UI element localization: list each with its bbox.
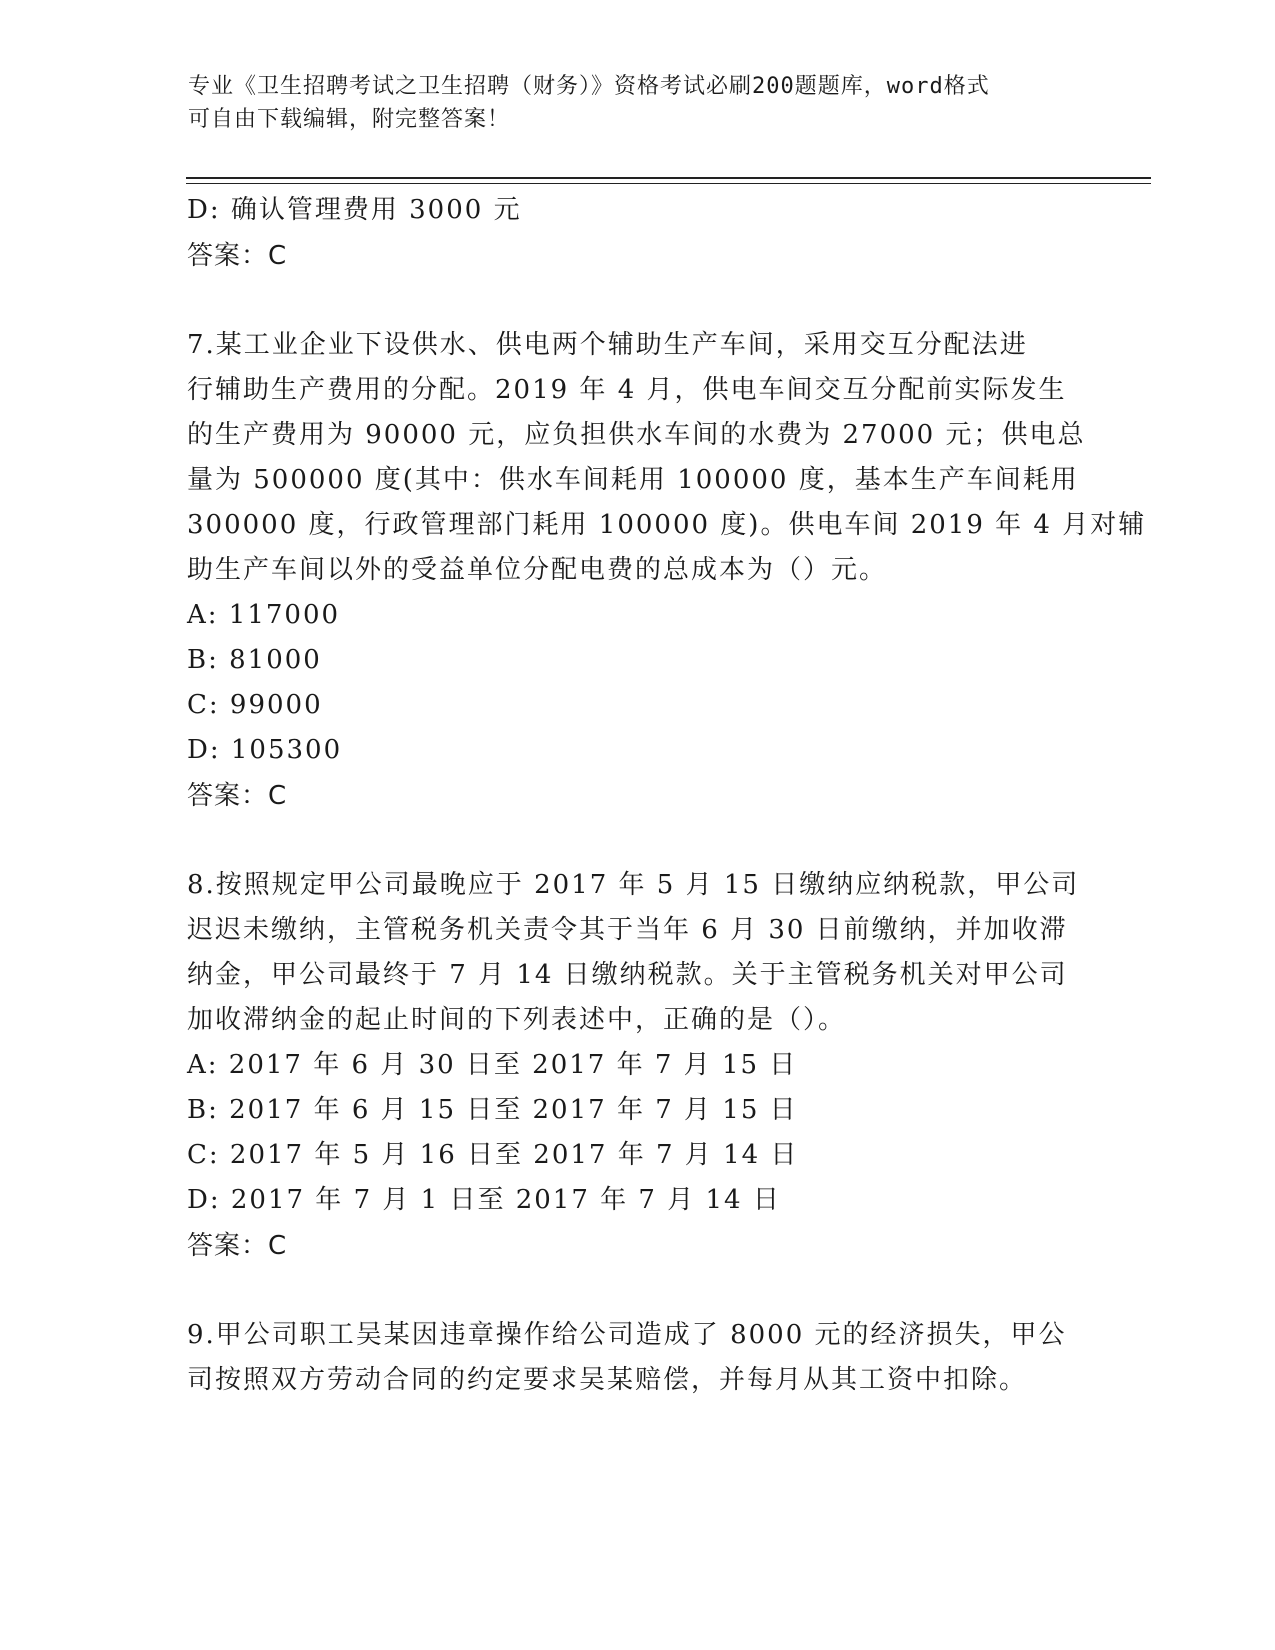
q6-answer: 答案：C [187,241,288,271]
q7-option-c: C: 99000 [187,690,323,720]
q7-stem-line: 的生产费用为 90000 元，应负担供水车间的水费为 27000 元；供电总 [187,420,1086,450]
q8-stem-line: 加收滞纳金的起止时间的下列表述中，正确的是（）。 [187,1005,847,1035]
header-divider-thick [186,177,1151,179]
q7-stem-line: 300000 度，行政管理部门耗用 100000 度)。供电车间 2019 年 4 月对辅 [187,510,1147,540]
q6-option-d: D: 确认管理费用 3000 元 [187,195,522,225]
q7-stem-line: 助生产车间以外的受益单位分配电费的总成本为（）元。 [187,555,888,585]
q7-option-a: A: 117000 [187,600,341,630]
q7-stem-line: 量为 500000 度(其中：供水车间耗用 100000 度，基本生产车间耗用 [187,465,1079,495]
q7-stem-line: 7.某工业企业下设供水、供电两个辅助生产车间，采用交互分配法进 [187,330,1028,360]
q7-option-b: B: 81000 [187,645,322,675]
q8-option-c: C: 2017 年 5 月 16 日至 2017 年 7 月 14 日 [187,1140,799,1170]
q8-stem-line: 纳金，甲公司最终于 7 月 14 日缴纳税款。关于主管税务机关对甲公司 [187,960,1068,990]
header-title-line-1: 专业《卫生招聘考试之卫生招聘（财务）》资格考试必刷200题题库，word格式 [188,74,990,99]
q8-stem-line: 迟迟未缴纳，主管税务机关责令其于当年 6 月 30 日前缴纳，并加收滞 [187,915,1068,945]
header-title-line-2: 可自由下载编辑，附完整答案！ [188,107,511,132]
q7-option-d: D: 105300 [187,735,343,765]
q8-answer: 答案：C [187,1231,288,1261]
q8-stem-line: 8.按照规定甲公司最晚应于 2017 年 5 月 15 日缴纳应纳税款，甲公司 [187,870,1080,900]
q8-option-a: A: 2017 年 6 月 30 日至 2017 年 7 月 15 日 [187,1050,798,1080]
q8-option-d: D: 2017 年 7 月 1 日至 2017 年 7 月 14 日 [187,1185,781,1215]
q7-stem-line: 行辅助生产费用的分配。2019 年 4 月，供电车间交互分配前实际发生 [187,375,1067,405]
q9-stem-line: 9.甲公司职工吴某因违章操作给公司造成了 8000 元的经济损失，甲公 [187,1320,1067,1350]
header-divider-thin [186,183,1151,184]
q8-option-b: B: 2017 年 6 月 15 日至 2017 年 7 月 15 日 [187,1095,798,1125]
q7-answer: 答案：C [187,781,288,811]
document-header [188,70,1068,136]
q9-stem-line: 司按照双方劳动合同的约定要求吴某赔偿，并每月从其工资中扣除。 [187,1365,1028,1395]
